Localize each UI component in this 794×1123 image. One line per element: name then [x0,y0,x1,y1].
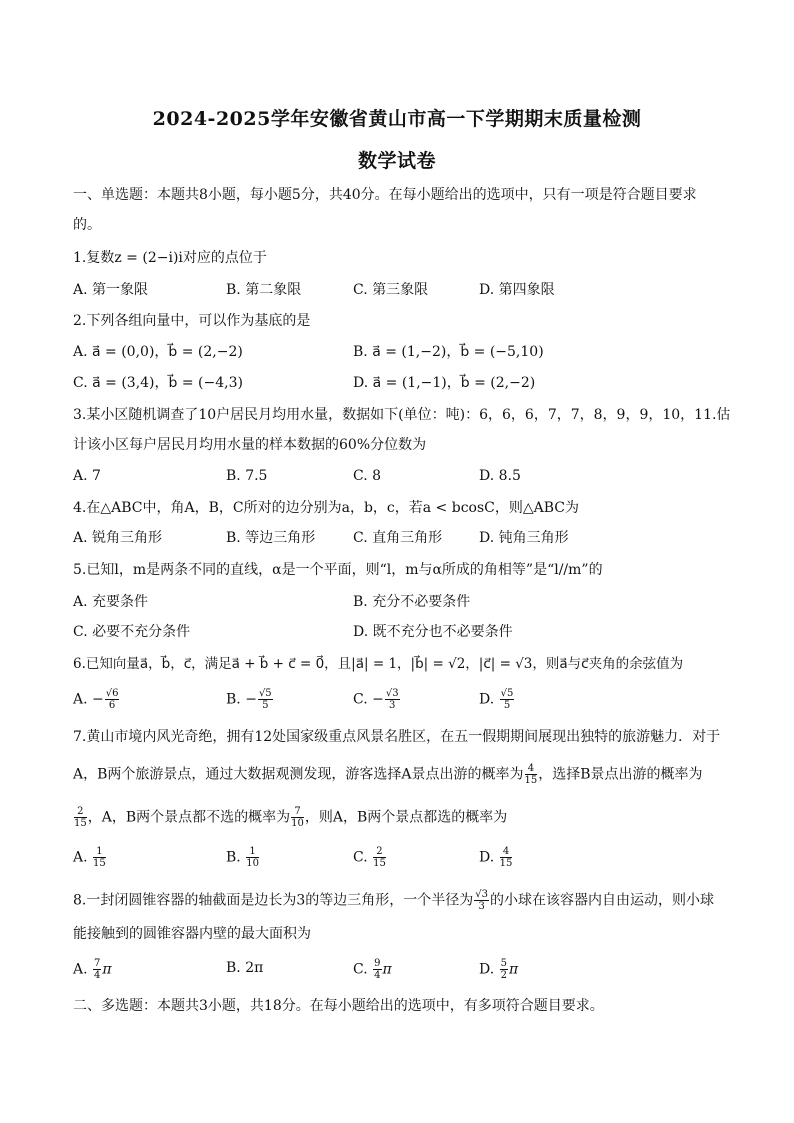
q6-option-d-num: √5 [500,688,514,699]
question-7-options [73,846,723,872]
q6-option-a-sign: − [92,691,104,708]
q8-option-a [73,958,112,981]
q7-prob-none-fraction [291,806,304,829]
q8-line1-text-b: 的小球在该容器内自由运动，则小球 [490,892,714,909]
exam-subtitle: 数学试卷 [357,150,436,172]
q7-prob-none-den: 10 [291,818,304,829]
q7-option-c-fraction [373,846,386,869]
section1-header-line2: 的。 [73,217,101,233]
question-8-stem-line2: 能接触到的圆锥容器内壁的最大面积为 [73,926,311,942]
q7-option-a-fraction [93,846,106,869]
q5-option-c: C. 必要不充分条件 [73,624,191,640]
q3-option-c: C. 8 [353,468,382,484]
q8-radius-num: √3 [475,889,488,900]
question-6-options [73,688,723,714]
q8-option-c-pi: π [382,961,392,978]
q8-option-d-label: D. [479,961,495,978]
q6-option-d [479,688,515,711]
q6-option-b [226,688,274,711]
q1-option-a: A. 第一象限 [73,282,149,298]
question-1-options [73,280,723,300]
q7-option-a-num: 1 [93,846,106,858]
section1-header-line1: 一、单选题：本题共8小题，每小题5分，共40分。在每小题给出的选项中，只有一项是符合题目要求 [73,187,697,203]
q7-line3-text-a: ，A，B两个景点都不选的概率为 [87,809,291,826]
q5-option-b: B. 充分不必要条件 [353,594,471,610]
q3-option-d: D. 8.5 [479,468,521,484]
question-7-stem-line2 [73,763,723,786]
question-2-stem: 2.下列各组向量中，可以作为基底的是 [73,313,311,329]
question-5-options-row1 [73,592,723,612]
question-4-options [73,528,723,548]
q6-option-d-den: 5 [503,700,511,711]
q8-option-a-num: 7 [94,958,101,969]
q7-option-d-fraction [500,846,513,869]
question-8-options [73,958,723,984]
q6-option-c-label: C. [353,691,368,708]
q7-option-d-den: 15 [499,858,513,869]
q5-option-d: D. 既不充分也不必要条件 [353,624,513,640]
question-2-options-row2 [73,373,723,393]
q8-radius-den: 3 [478,901,485,912]
q7-prob-b-fraction [74,806,87,829]
q3-option-a: A. 7 [73,468,101,484]
section2-header: 二、多选题：本题共3小题，共18分。在每小题给出的选项中，有多项符合题目要求。 [73,998,604,1014]
q8-option-b-value: 2π [245,960,264,976]
q7-option-b-den: 10 [246,858,259,869]
q7-option-c-num: 2 [373,846,386,858]
q8-option-c-label: C. [353,961,368,978]
q7-option-b-fraction [246,846,259,869]
q6-option-b-num: √5 [258,688,272,699]
q4-option-c: C. 直角三角形 [353,530,443,546]
exam-title: 2024-2025学年安徽省黄山市高一下学期期末质量检测 [152,108,642,130]
q8-option-d-num: 5 [500,958,508,969]
question-1-stem: 1.复数z = (2−i)i对应的点位于 [73,250,267,266]
q8-option-c-num: 9 [374,958,381,969]
question-3-stem-line1: 3.某小区随机调查了10户居民月均用水量，数据如下(单位：吨)：6，6，6，7，7，8，9，9，10，11.估 [73,407,731,423]
q6-option-a-label: A. [73,691,88,708]
q7-option-b-num: 1 [246,846,259,858]
q6-option-a-fraction [105,688,120,711]
q6-option-d-fraction [500,688,515,711]
question-6-stem: 6.已知向量a⃗，b⃗，c⃗，满足a⃗ + b⃗ + c⃗ = 0⃗，且|a⃗| = 1，|b⃗| = √2，|c⃗| = √3，则a⃗与c⃗夹角的余弦值为 [73,656,684,672]
q7-option-a [73,846,107,869]
q8-option-d-pi: π [509,961,519,978]
q6-option-a-den: 6 [108,700,116,711]
question-5-stem: 5.已知l，m是两条不同的直线，α是一个平面，则“l，m与α所成的角相等”是“l//m”的 [73,562,603,578]
q8-option-c-fraction [373,958,381,981]
q6-option-b-label: B. [226,691,241,708]
q8-option-b-label: B. [226,960,241,976]
q7-option-a-label: A. [73,849,88,866]
q7-prob-none-num: 7 [291,806,304,818]
q7-option-d-label: D. [479,849,495,866]
q7-prob-a-den: 15 [524,775,538,786]
q6-option-b-fraction [258,688,273,711]
q3-option-b: B. 7.5 [226,468,268,484]
question-7-stem-line1: 7.黄山市境内风光奇绝，拥有12处国家级重点风景名胜区，在五一假期期间展现出独特的旅游魅力．对于 [73,729,721,745]
q8-option-c-den: 4 [374,970,381,981]
q6-option-c-fraction [385,688,400,711]
question-4-stem: 4.在△ABC中，角A，B，C所对的边分别为a，b，c，若a < bcosC，则△ABC为 [73,500,579,516]
q6-option-d-label: D. [479,691,495,708]
q7-option-d [479,846,513,869]
q2-option-d: D. a⃗ = (1,−1)，b⃗ = (2,−2) [353,375,536,391]
q8-option-a-fraction [93,958,101,981]
q7-prob-a-num: 4 [525,763,538,775]
q6-option-b-den: 5 [262,700,269,711]
q1-option-c: C. 第三象限 [353,282,429,298]
q7-line3-text-b: ，则A，B两个景点都选的概率为 [304,809,508,826]
q7-prob-b-num: 2 [74,806,87,818]
q7-option-c [353,846,387,869]
q7-prob-a-fraction [525,763,538,786]
q4-option-a: A. 锐角三角形 [73,530,163,546]
q8-option-d-fraction [500,958,508,981]
q6-option-c [353,688,401,711]
q1-option-d: D. 第四象限 [479,282,555,298]
q8-radius-fraction [474,889,489,912]
q4-option-b: B. 等边三角形 [226,530,316,546]
q6-option-a-num: √6 [105,688,119,699]
q7-option-c-den: 15 [373,858,386,869]
question-8-stem-line1 [73,889,723,912]
question-2-options-row1 [73,342,723,362]
q8-option-b [226,958,263,978]
q1-option-b: B. 第二象限 [226,282,302,298]
q7-option-a-den: 15 [93,858,106,869]
q5-option-a: A. 充要条件 [73,594,149,610]
question-3-options [73,466,723,486]
q2-option-a: A. a⃗ = (0,0)，b⃗ = (2,−2) [73,344,243,360]
q8-option-a-den: 4 [94,970,101,981]
q6-option-c-den: 3 [389,700,396,711]
q6-option-c-sign: − [372,691,384,708]
q7-prob-b-den: 15 [74,818,87,829]
q7-option-b [226,846,260,869]
q8-option-d [479,958,518,981]
question-7-stem-line3 [73,806,723,829]
q8-option-d-den: 2 [500,970,508,981]
q8-option-a-pi: π [102,961,112,978]
question-3-stem-line2: 计该小区每户居民月均用水量的样本数据的60%分位数为 [73,437,427,453]
q4-option-d: D. 钝角三角形 [479,530,569,546]
q6-option-c-num: √3 [385,688,399,699]
q7-line2-text-a: A，B两个旅游景点，通过大数据观测发现，游客选择A景点出游的概率为 [73,766,524,783]
q7-line2-text-b: ，选择B景点出游的概率为 [538,766,703,783]
q6-option-b-sign: − [245,691,257,708]
q2-option-b: B. a⃗ = (1,−2)，b⃗ = (−5,10) [353,344,544,360]
q2-option-c: C. a⃗ = (3,4)，b⃗ = (−4,3) [73,375,243,391]
q7-option-d-num: 4 [500,846,513,858]
q8-option-c [353,958,392,981]
question-5-options-row2 [73,622,723,642]
q7-option-c-label: C. [353,849,368,866]
q7-option-b-label: B. [226,849,241,866]
q6-option-a [73,688,120,711]
q8-option-a-label: A. [73,961,88,978]
q8-line1-text-a: 8.一封闭圆锥容器的轴截面是边长为3的等边三角形，一个半径为 [73,892,474,909]
